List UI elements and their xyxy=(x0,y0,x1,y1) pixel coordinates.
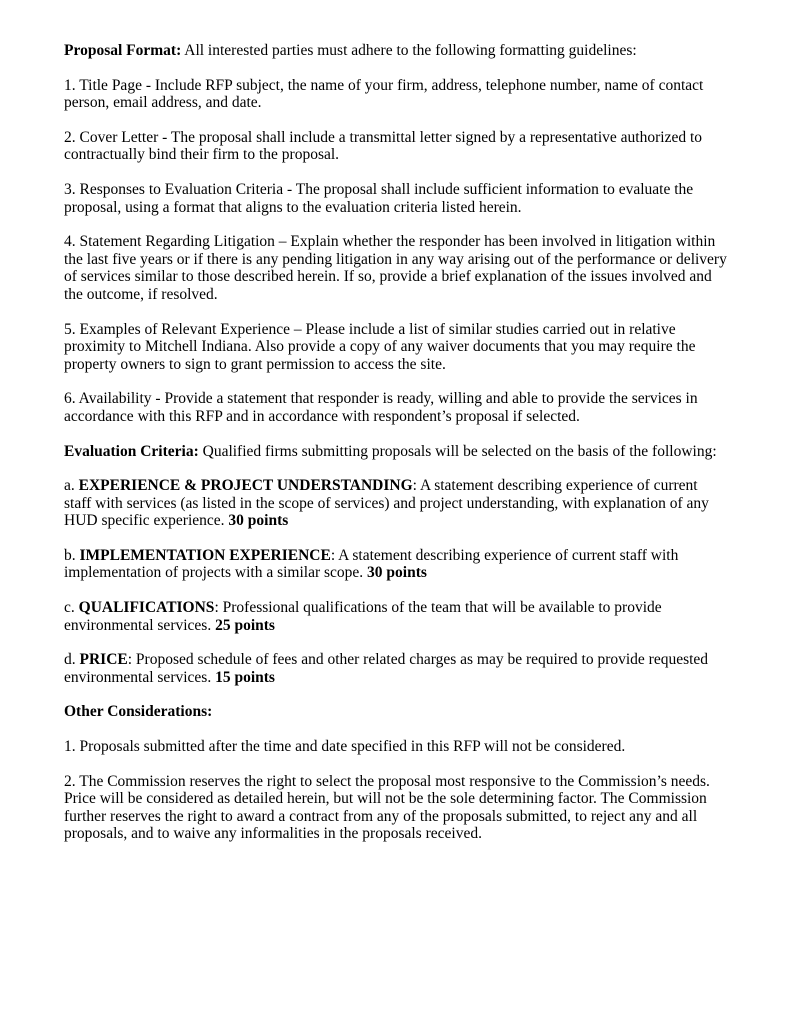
other-considerations-label: Other Considerations: xyxy=(64,703,213,721)
format-item-5: 5. Examples of Relevant Experience – Please include a list of similar studies carried out in relative proximity to Mitchell Indiana. Also provide a copy of any waiver documents that you may require the property owners to sign to grant permission to access the site. xyxy=(64,320,696,373)
criterion-a xyxy=(64,477,727,530)
criterion-c xyxy=(64,599,727,634)
proposal-format-heading-paragraph xyxy=(64,42,727,60)
criterion-c-points: 25 points xyxy=(215,616,275,634)
evaluation-criteria-label: Evaluation Criteria: xyxy=(64,442,199,460)
criterion-a-body: : A statement describing experience of current staff with services (as listed in the scope of services) and project understanding, with explanation of any HUD specific experience. xyxy=(64,477,709,530)
criterion-b xyxy=(64,547,727,582)
criterion-a-points: 30 points xyxy=(228,512,289,530)
criterion-a-prefix: a. xyxy=(64,477,79,495)
criterion-d-prefix: d. xyxy=(64,651,80,669)
format-item-6: 6. Availability - Provide a statement that responder is ready, willing and able to provide the services in accordance with this RFP and in accordance with respondent’s proposal if selected. xyxy=(64,390,698,425)
criterion-c-term: QUALIFICATIONS xyxy=(78,599,215,617)
criterion-d-points: 15 points xyxy=(215,668,275,686)
criterion-c-body: : Professional qualifications of the team that will be available to provide environmental services. xyxy=(64,599,662,634)
criterion-d xyxy=(64,651,727,686)
criterion-a-term: EXPERIENCE & PROJECT UNDERSTANDING xyxy=(78,477,413,495)
proposal-format-body: All interested parties must adhere to the following formatting guidelines: xyxy=(181,42,637,59)
other-consideration-1: 1. Proposals submitted after the time and date specified in this RFP will not be considered. xyxy=(64,738,626,756)
format-item-1: 1. Title Page - Include RFP subject, the name of your firm, address, telephone number, name of contact person, email address, and date. xyxy=(64,76,704,112)
criterion-b-points: 30 points xyxy=(367,564,427,582)
criterion-d-term: PRICE xyxy=(79,651,128,669)
other-consideration-2: 2. The Commission reserves the right to select the proposal most responsive to the Commission’s needs. Price will be considered as detailed herein, but will not be the sole determining factor. The Commission further reserves the right to award a contract from any of the proposals submitted, to reject any and all proposals, and to waive any informalities in the proposals received. xyxy=(64,772,710,843)
proposal-format-label: Proposal Format: xyxy=(64,42,182,59)
evaluation-criteria-heading-paragraph xyxy=(64,443,727,461)
other-considerations-heading-paragraph xyxy=(64,703,727,721)
criterion-b-body: : A statement describing experience of current staff with implementation of projects with a similar scope. xyxy=(64,546,679,582)
criterion-b-prefix: b. xyxy=(64,546,80,564)
criterion-c-prefix: c. xyxy=(64,599,79,617)
format-item-2: 2. Cover Letter - The proposal shall include a transmittal letter signed by a representative authorized to contractually bind their firm to the proposal. xyxy=(64,128,703,164)
format-item-4: 4. Statement Regarding Litigation – Explain whether the responder has been involved in litigation within the last five years or if there is any pending litigation in any way arising out of the performance or delivery of services similar to those described herein. If so, provide a brief explanation of the issues involved and the outcome, if resolved. xyxy=(64,233,727,303)
format-item-3: 3. Responses to Evaluation Criteria - The proposal shall include sufficient information to evaluate the proposal, using a format that aligns to the evaluation criteria listed herein. xyxy=(64,180,694,216)
evaluation-criteria-body: Qualified firms submitting proposals will be selected on the basis of the following: xyxy=(198,442,717,460)
criterion-d-body: : Proposed schedule of fees and other related charges as may be required to provide requested environmental services. xyxy=(64,651,709,686)
criterion-b-term: IMPLEMENTATION EXPERIENCE xyxy=(79,546,331,564)
